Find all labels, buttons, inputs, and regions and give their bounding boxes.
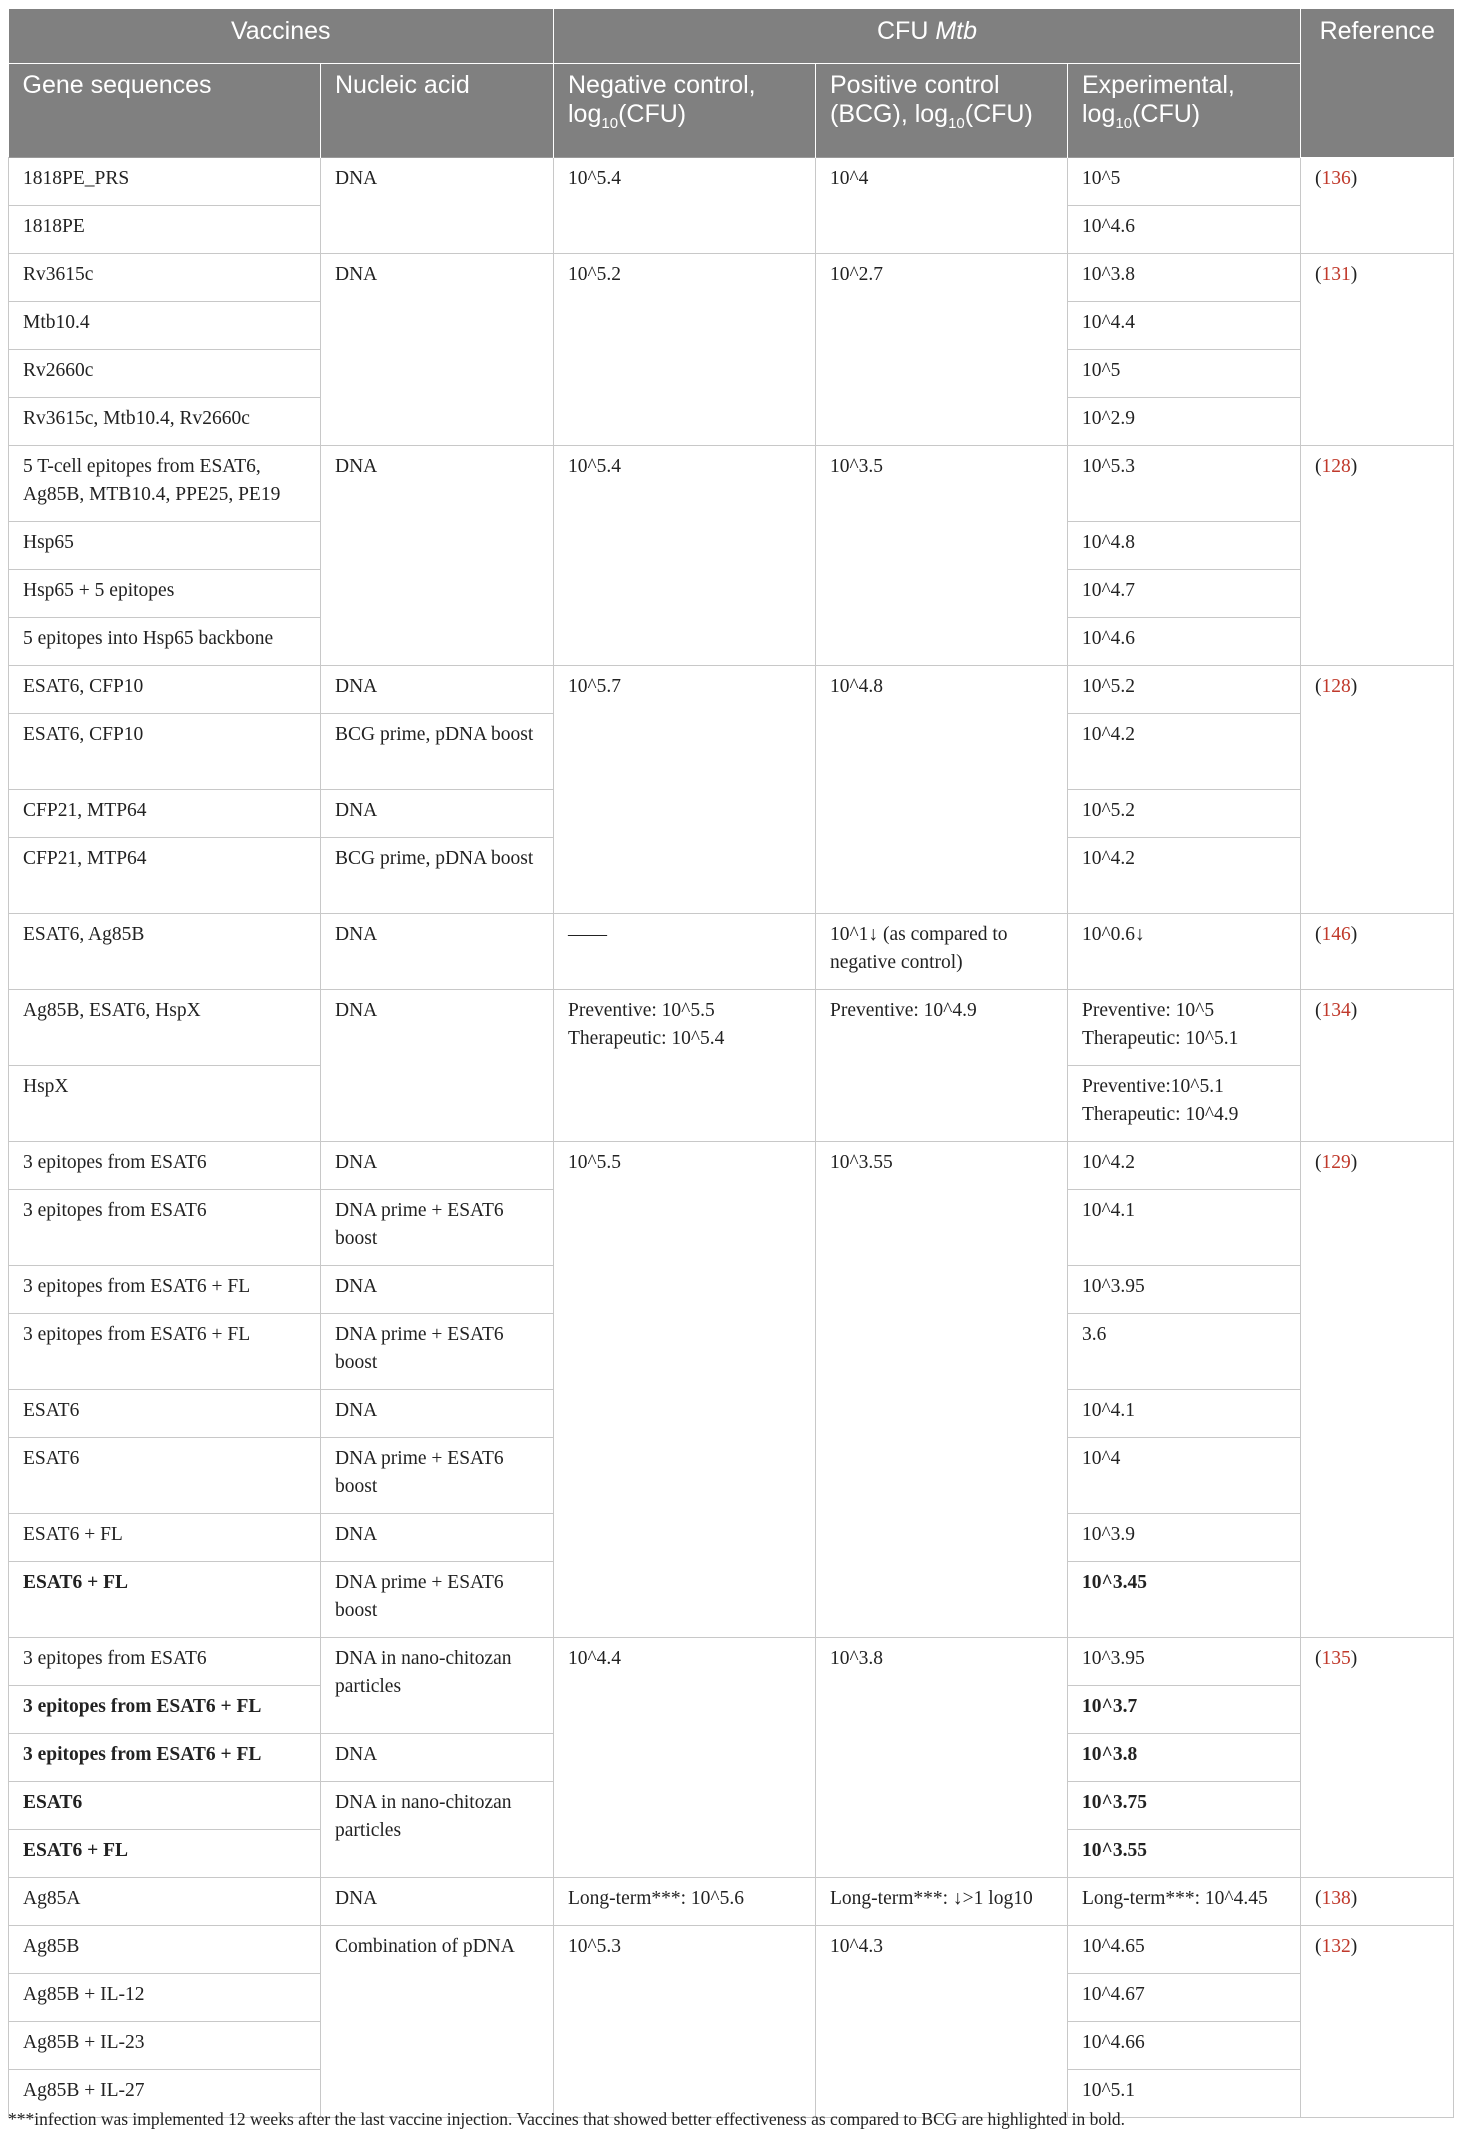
header-negative-control: Negative control, $\log_{10}(CFU)$	[554, 64, 816, 158]
cell-experimental: 10^4.2	[1068, 714, 1301, 790]
cell-reference: (134)	[1301, 990, 1454, 1142]
cell-experimental: 10^5.3	[1068, 446, 1301, 522]
cell-gene: 5 T-cell epitopes from ESAT6, Ag85B, MTB10.4, PPE25, PE19	[9, 446, 321, 522]
table-row	[9, 1142, 1454, 1190]
cell-gene: ESAT6 + FL	[9, 1514, 321, 1562]
cell-reference: (146)	[1301, 914, 1454, 990]
cell-experimental: 10^2.9	[1068, 398, 1301, 446]
cell-gene: Ag85B, ESAT6, HspX	[9, 990, 321, 1066]
reference-link[interactable]: 129	[1321, 1152, 1351, 1173]
cell-experimental: 10^5.2	[1068, 666, 1301, 714]
header-positive-control: Positive control (BCG), $\log_{10}(CFU)$	[816, 64, 1068, 158]
cell-experimental: 10^4.2	[1068, 838, 1301, 914]
cell-gene: 1818PE	[9, 206, 321, 254]
cell-nucleic-acid: Combination of pDNA	[321, 1926, 554, 2118]
cell-experimental: Preventive:10^5.1 Therapeutic: 10^4.9	[1068, 1066, 1301, 1142]
cell-reference: (132)	[1301, 1926, 1454, 2118]
cell-experimental: 10^3.55	[1068, 1830, 1301, 1878]
cell-gene: Ag85B + IL-23	[9, 2022, 321, 2070]
header-vaccines: Vaccines	[9, 9, 554, 64]
cell-gene: 3 epitopes from ESAT6 + FL	[9, 1686, 321, 1734]
cell-experimental: Long-term***: 10^4.45	[1068, 1878, 1301, 1926]
cell-negative: ——	[554, 914, 816, 990]
table-row	[9, 1878, 1454, 1926]
cell-gene: Rv3615c, Mtb10.4, Rv2660c	[9, 398, 321, 446]
cell-experimental: 10^4	[1068, 1438, 1301, 1514]
cell-gene: 3 epitopes from ESAT6	[9, 1638, 321, 1686]
header-cfu-mtb: CFU Mtb	[554, 9, 1301, 64]
cell-experimental: 10^4.2	[1068, 1142, 1301, 1190]
reference-link[interactable]: 128	[1321, 676, 1351, 697]
reference-link[interactable]: 136	[1321, 168, 1351, 189]
cell-nucleic-acid: DNA prime + ESAT6 boost	[321, 1314, 554, 1390]
table-footnote: ***infection was implemented 12 weeks after the last vaccine injection. Vaccines that showed better effectiveness as compared to BCG are highlighted in bold.	[8, 2109, 1126, 2129]
cell-experimental: 10^4.1	[1068, 1390, 1301, 1438]
cell-gene: CFP21, MTP64	[9, 790, 321, 838]
cell-nucleic-acid: DNA	[321, 1266, 554, 1314]
cell-negative: 10^4.4	[554, 1638, 816, 1878]
cell-nucleic-acid: BCG prime, pDNA boost	[321, 714, 554, 790]
cell-experimental: 10^5	[1068, 158, 1301, 206]
cell-gene: Mtb10.4	[9, 302, 321, 350]
cell-gene: Ag85B + IL-27	[9, 2070, 321, 2118]
reference-link[interactable]: 146	[1321, 924, 1351, 945]
cell-experimental: 10^4.67	[1068, 1974, 1301, 2022]
cell-negative: 10^5.7	[554, 666, 816, 914]
vaccine-cfu-table	[8, 9, 1454, 2118]
reference-link[interactable]: 132	[1321, 1936, 1351, 1957]
cell-experimental: 10^4.8	[1068, 522, 1301, 570]
cell-experimental: 10^5.2	[1068, 790, 1301, 838]
cell-gene: 3 epitopes from ESAT6	[9, 1142, 321, 1190]
cell-experimental: Preventive: 10^5 Therapeutic: 10^5.1	[1068, 990, 1301, 1066]
cell-reference: (138)	[1301, 1878, 1454, 1926]
header-gene-sequences: Gene sequences	[9, 64, 321, 158]
cell-gene: Rv2660c	[9, 350, 321, 398]
header-nucleic-acid: Nucleic acid	[321, 64, 554, 158]
table-row	[9, 914, 1454, 990]
cell-nucleic-acid: DNA in nano-chitozan particles	[321, 1638, 554, 1734]
cell-gene: ESAT6, CFP10	[9, 666, 321, 714]
cell-reference: (129)	[1301, 1142, 1454, 1638]
cell-gene: ESAT6, CFP10	[9, 714, 321, 790]
cell-experimental: 10^4.6	[1068, 206, 1301, 254]
reference-link[interactable]: 135	[1321, 1648, 1351, 1669]
cell-negative: Preventive: 10^5.5 Therapeutic: 10^5.4	[554, 990, 816, 1142]
cell-gene: 1818PE_PRS	[9, 158, 321, 206]
cell-gene: Ag85B	[9, 1926, 321, 1974]
cell-experimental: 3.6	[1068, 1314, 1301, 1390]
cell-gene: ESAT6	[9, 1390, 321, 1438]
table-body	[9, 158, 1454, 2118]
cell-negative: 10^5.5	[554, 1142, 816, 1638]
cell-nucleic-acid: DNA	[321, 1142, 554, 1190]
reference-link[interactable]: 128	[1321, 456, 1351, 477]
table-header	[9, 9, 1454, 158]
table-row	[9, 1926, 1454, 1974]
cell-nucleic-acid: DNA	[321, 790, 554, 838]
cell-gene: 3 epitopes from ESAT6 + FL	[9, 1734, 321, 1782]
cell-gene: ESAT6, Ag85B	[9, 914, 321, 990]
cell-positive: Preventive: 10^4.9	[816, 990, 1068, 1142]
cell-reference: (135)	[1301, 1638, 1454, 1878]
table-row	[9, 990, 1454, 1066]
table-container	[8, 9, 1453, 2118]
reference-link[interactable]: 131	[1321, 264, 1351, 285]
cell-nucleic-acid: DNA	[321, 1514, 554, 1562]
cell-experimental: 10^4.4	[1068, 302, 1301, 350]
cell-positive: 10^4.3	[816, 1926, 1068, 2118]
cell-positive: 10^3.5	[816, 446, 1068, 666]
table-row	[9, 254, 1454, 302]
table-row	[9, 1638, 1454, 1686]
cell-gene: ESAT6	[9, 1438, 321, 1514]
cell-reference: (128)	[1301, 446, 1454, 666]
cell-positive: 10^3.8	[816, 1638, 1068, 1878]
cell-experimental: 10^0.6↓	[1068, 914, 1301, 990]
cell-experimental: 10^4.66	[1068, 2022, 1301, 2070]
cell-positive: 10^2.7	[816, 254, 1068, 446]
cell-experimental: 10^4.1	[1068, 1190, 1301, 1266]
cell-negative: 10^5.4	[554, 158, 816, 254]
cell-nucleic-acid: DNA	[321, 1878, 554, 1926]
cell-gene: Ag85B + IL-12	[9, 1974, 321, 2022]
header-reference: Reference	[1301, 9, 1454, 158]
cell-gene: Ag85A	[9, 1878, 321, 1926]
cell-nucleic-acid: DNA	[321, 446, 554, 666]
cell-experimental: 10^5	[1068, 350, 1301, 398]
cell-nucleic-acid: DNA	[321, 158, 554, 254]
cell-gene: Rv3615c	[9, 254, 321, 302]
cell-gene: HspX	[9, 1066, 321, 1142]
cell-negative: 10^5.2	[554, 254, 816, 446]
cell-nucleic-acid: DNA	[321, 1390, 554, 1438]
cell-experimental: 10^4.65	[1068, 1926, 1301, 1974]
cell-reference: (131)	[1301, 254, 1454, 446]
cell-positive: 10^4.8	[816, 666, 1068, 914]
cell-gene: Hsp65 + 5 epitopes	[9, 570, 321, 618]
cell-nucleic-acid: DNA prime + ESAT6 boost	[321, 1562, 554, 1638]
cell-experimental: 10^5.1	[1068, 2070, 1301, 2118]
cell-nucleic-acid: DNA	[321, 1734, 554, 1782]
cell-gene: ESAT6 + FL	[9, 1830, 321, 1878]
table-row	[9, 158, 1454, 206]
cell-gene: CFP21, MTP64	[9, 838, 321, 914]
cell-nucleic-acid: DNA	[321, 914, 554, 990]
cell-experimental: 10^4.7	[1068, 570, 1301, 618]
cell-gene: 5 epitopes into Hsp65 backbone	[9, 618, 321, 666]
cell-gene: 3 epitopes from ESAT6 + FL	[9, 1314, 321, 1390]
cell-negative: 10^5.4	[554, 446, 816, 666]
cell-negative: 10^5.3	[554, 1926, 816, 2118]
reference-link[interactable]: 138	[1321, 1888, 1351, 1909]
cell-gene: 3 epitopes from ESAT6 + FL	[9, 1266, 321, 1314]
cell-nucleic-acid: DNA prime + ESAT6 boost	[321, 1190, 554, 1266]
cell-nucleic-acid: DNA	[321, 666, 554, 714]
cell-experimental: 10^3.95	[1068, 1266, 1301, 1314]
cell-experimental: 10^3.95	[1068, 1638, 1301, 1686]
cell-experimental: 10^3.45	[1068, 1562, 1301, 1638]
cell-positive: 10^3.55	[816, 1142, 1068, 1638]
cell-nucleic-acid: DNA	[321, 254, 554, 446]
table-row	[9, 446, 1454, 522]
cell-reference: (128)	[1301, 666, 1454, 914]
cell-nucleic-acid: BCG prime, pDNA boost	[321, 838, 554, 914]
cell-experimental: 10^3.8	[1068, 1734, 1301, 1782]
cell-experimental: 10^3.8	[1068, 254, 1301, 302]
cell-nucleic-acid: DNA in nano-chitozan particles	[321, 1782, 554, 1878]
cell-nucleic-acid: DNA prime + ESAT6 boost	[321, 1438, 554, 1514]
cell-negative: Long-term***: 10^5.6	[554, 1878, 816, 1926]
cell-nucleic-acid: DNA	[321, 990, 554, 1142]
cell-gene: Hsp65	[9, 522, 321, 570]
cell-gene: 3 epitopes from ESAT6	[9, 1190, 321, 1266]
cell-experimental: 10^4.6	[1068, 618, 1301, 666]
cell-experimental: 10^3.7	[1068, 1686, 1301, 1734]
cell-positive: Long-term***: ↓>1 log10	[816, 1878, 1068, 1926]
cell-reference: (136)	[1301, 158, 1454, 254]
cell-positive: 10^4	[816, 158, 1068, 254]
cell-experimental: 10^3.9	[1068, 1514, 1301, 1562]
cell-positive: 10^1↓ (as compared to negative control)	[816, 914, 1068, 990]
cell-gene: ESAT6	[9, 1782, 321, 1830]
cell-experimental: 10^3.75	[1068, 1782, 1301, 1830]
header-experimental: Experimental, $\log_{10}(CFU)$	[1068, 64, 1301, 158]
table-row	[9, 666, 1454, 714]
reference-link[interactable]: 134	[1321, 1000, 1351, 1021]
cell-gene: ESAT6 + FL	[9, 1562, 321, 1638]
